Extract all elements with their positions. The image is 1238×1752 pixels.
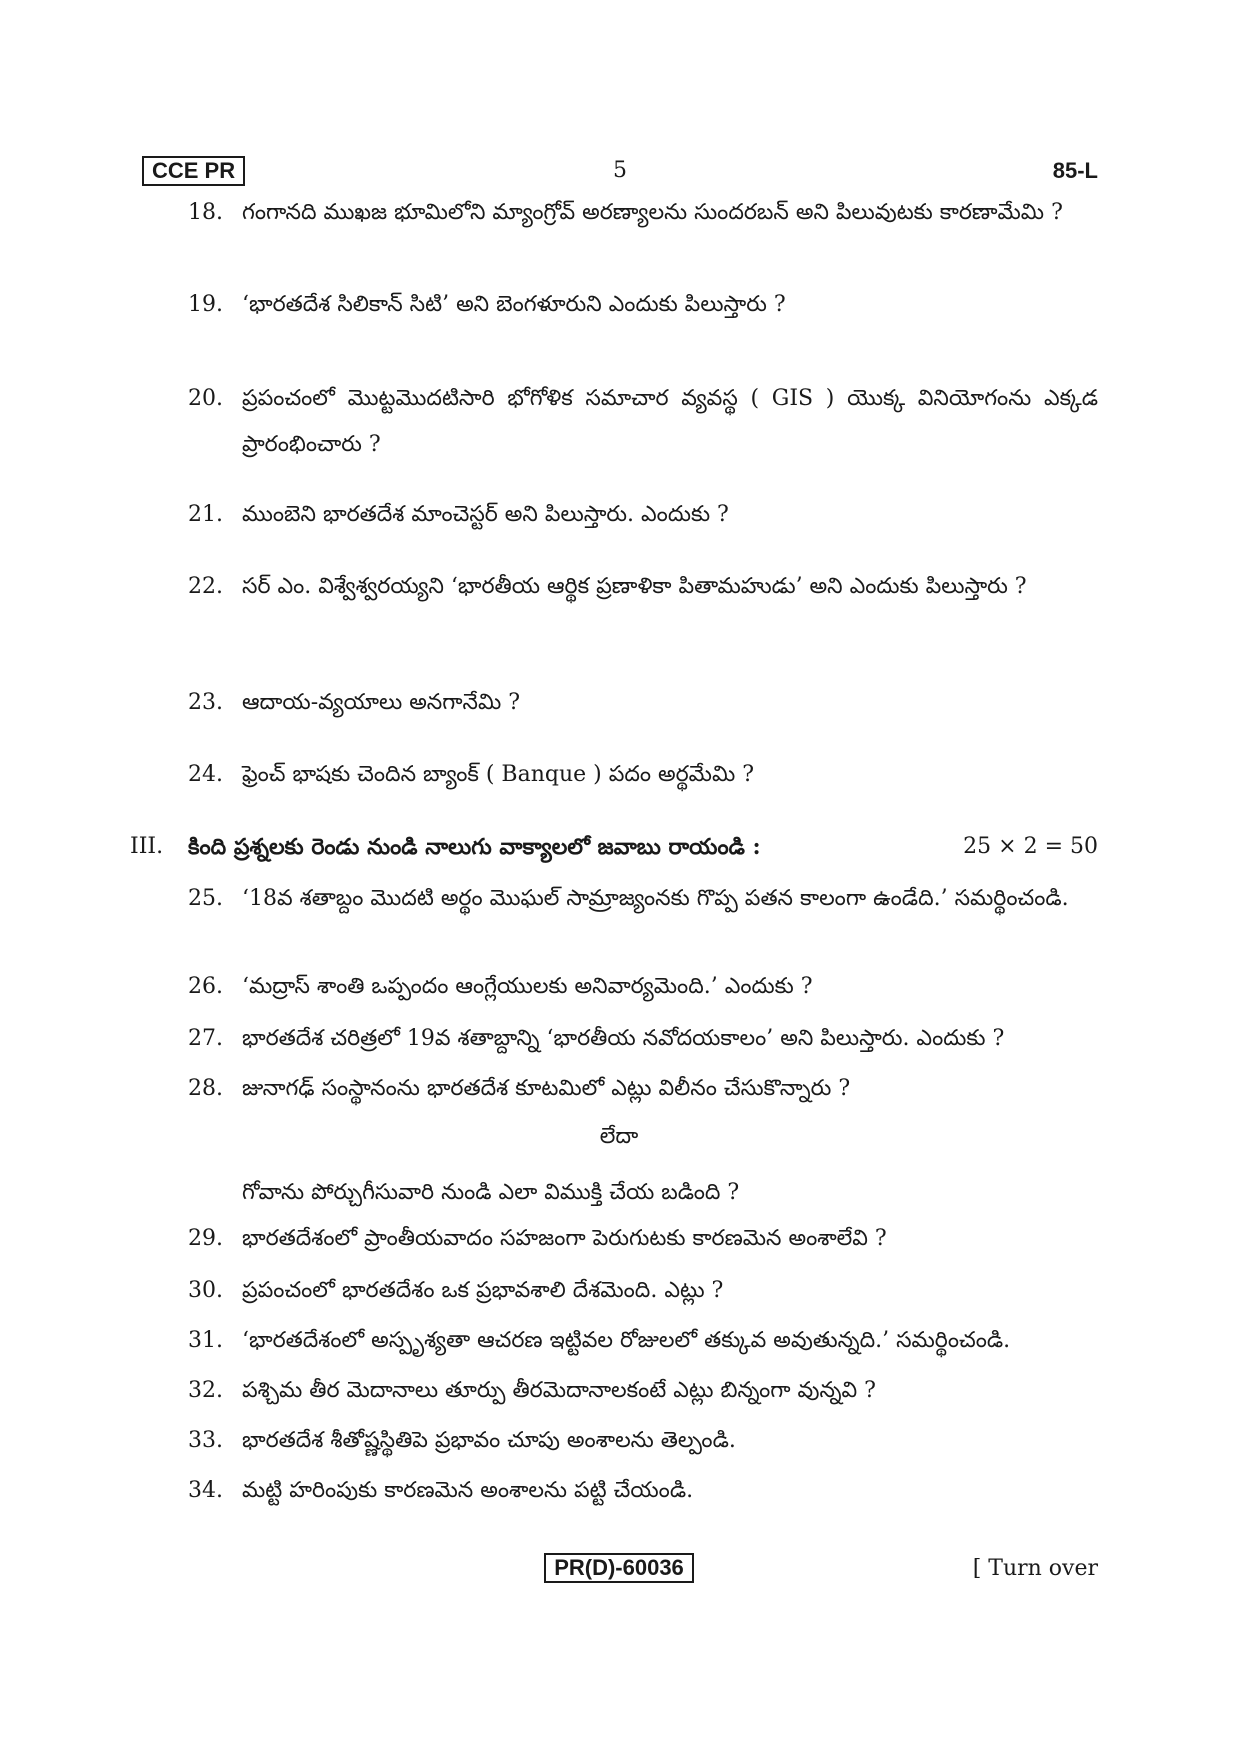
- question-text: భారతదేశంలో ప్రాంతీయవాదం సహజంగా పెరుగుటకు కారణమెన అంశాలేవి ?: [242, 1226, 887, 1251]
- question-number: 26.: [188, 974, 223, 999]
- question-27: [188, 1016, 1098, 1062]
- question-number: 30.: [188, 1278, 223, 1303]
- question-number: 18.: [188, 200, 223, 225]
- question-text: జునాగఢ్ సంస్థానంను భారతదేశ కూటమిలో ఎట్లు విలీనం చేసుకొన్నారు ?: [242, 1076, 851, 1101]
- question-28: [188, 1066, 1098, 1112]
- question-text: ప్రపంచంలో భారతదేశం ఒక ప్రభావశాలి దేశమెంది. ఎట్లు ?: [242, 1278, 724, 1303]
- question-number: 34.: [188, 1478, 223, 1503]
- question-31: [188, 1318, 1098, 1364]
- or-separator: లేదా: [599, 1124, 639, 1149]
- question-text: భారతదేశ చరిత్రలో 19వ శతాబ్దాన్ని ‘భారతీయ నవోదయకాలం’ అని పిలుస్తారు. ఎందుకు ?: [242, 1026, 1005, 1051]
- question-number: 28.: [188, 1076, 223, 1101]
- question-number: 19.: [188, 292, 223, 317]
- question-number: 20.: [188, 386, 223, 411]
- question-text: ‘భారతదేశంలో అస్పృశ్యతా ఆచరణ ఇట్టివల రోజులలో తక్కువ అవుతున్నది.’ సమర్థించండి.: [242, 1328, 1011, 1353]
- question-text: మట్టి హరింపుకు కారణమెన అంశాలను పట్టి చేయండి.: [242, 1478, 694, 1503]
- question-number: 31.: [188, 1328, 223, 1353]
- header-left-code: CCE PR: [142, 156, 245, 186]
- question-number: 23.: [188, 690, 223, 715]
- section-number: III.: [130, 834, 164, 859]
- question-number: 33.: [188, 1428, 223, 1453]
- question-28-alternative: [188, 1170, 1098, 1216]
- question-number: 29.: [188, 1226, 223, 1251]
- question-20: [188, 376, 1098, 468]
- page-header: [142, 156, 1098, 190]
- question-text: ఆదాయ-వ్యయాలు అనగానేమి ?: [242, 690, 521, 715]
- footer-paper-code: PR(D)-60036: [544, 1553, 694, 1583]
- question-34: [188, 1468, 1098, 1514]
- question-number: 25.: [188, 886, 223, 911]
- question-25: [188, 876, 1098, 922]
- question-number: 21.: [188, 502, 223, 527]
- question-text: భారతదేశ శీతోష్ణస్థితిపె ప్రభావం చూపు అంశాలను తెల్పండి.: [242, 1428, 736, 1453]
- question-30: [188, 1268, 1098, 1314]
- question-21: [188, 492, 1098, 538]
- question-number: 24.: [188, 762, 223, 787]
- section-marks: 25 × 2 = 50: [963, 834, 1098, 859]
- question-text: పశ్చిమ తీర మెదానాలు తూర్పు తీరమెదానాలకంటే ఎట్లు బిన్నంగా వున్నవి ?: [242, 1378, 876, 1403]
- question-33: [188, 1418, 1098, 1464]
- question-number: 27.: [188, 1026, 223, 1051]
- question-text: గంగానది ముఖజ భూమిలోని మ్యాంగ్రోవ్ అరణ్యాలను సుందరబన్ అని పిలువుటకు కారణామేమి ?: [242, 200, 1063, 225]
- question-text: ముంబెని భారతదేశ మాంచెస్టర్ అని పిలుస్తారు. ఎందుకు ?: [242, 502, 729, 527]
- question-text: ‘18వ శతాబ్దం మొదటి అర్థం మొఘల్ సామ్రాజ్యంనకు గొప్ప పతన కాలంగా ఉండేది.’ సమర్థించండి.: [242, 886, 1069, 911]
- question-text: ‘మద్రాస్ శాంతి ఒప్పందం ఆంగ్లేయులకు అనివార్యమెంది.’ ఎందుకు ?: [242, 974, 813, 999]
- question-26: [188, 964, 1098, 1010]
- question-text: సర్ ఎం. విశ్వేశ్వరయ్యని ‘భారతీయ ఆర్థిక ప్రణాళికా పితామహుడు’ అని ఎందుకు పిలుస్తారు ?: [242, 574, 1027, 599]
- page-number: 5: [613, 158, 627, 183]
- question-text: ‘భారతదేశ సిలికాన్ సిటి’ అని బెంగళూరుని ఎందుకు పిలుస్తారు ?: [242, 292, 786, 317]
- question-text: ప్రపంచంలో మొట్టమొదటిసారి భోగోళిక సమాచార వ్యవస్థ ( GIS ) యొక్క వినియోగంను ఎక్కడ ప్రారంభించారు ?: [242, 386, 1098, 457]
- question-24: [188, 752, 1098, 798]
- question-29: [188, 1216, 1098, 1262]
- question-text: గోవాను పోర్చుగీసువారి నుండి ఎలా విముక్తి చేయ బడింది ?: [242, 1180, 740, 1205]
- section-instruction: కింది ప్రశ్నలకు రెండు నుండి నాలుగు వాక్యాలలో జవాబు రాయండి :: [188, 834, 761, 860]
- question-23: [188, 680, 1098, 726]
- question-18: [188, 190, 1098, 236]
- question-text: ఫ్రెంచ్ భాషకు చెందిన బ్యాంక్ ( Banque ) పదం అర్థమేమి ?: [242, 762, 755, 787]
- question-19: [188, 282, 1098, 328]
- question-number: 22.: [188, 574, 223, 599]
- question-32: [188, 1368, 1098, 1414]
- question-number: 32.: [188, 1378, 223, 1403]
- header-right-code: 85-L: [1052, 158, 1098, 183]
- question-22: [188, 564, 1098, 610]
- turn-over-note: [ Turn over: [972, 1556, 1098, 1581]
